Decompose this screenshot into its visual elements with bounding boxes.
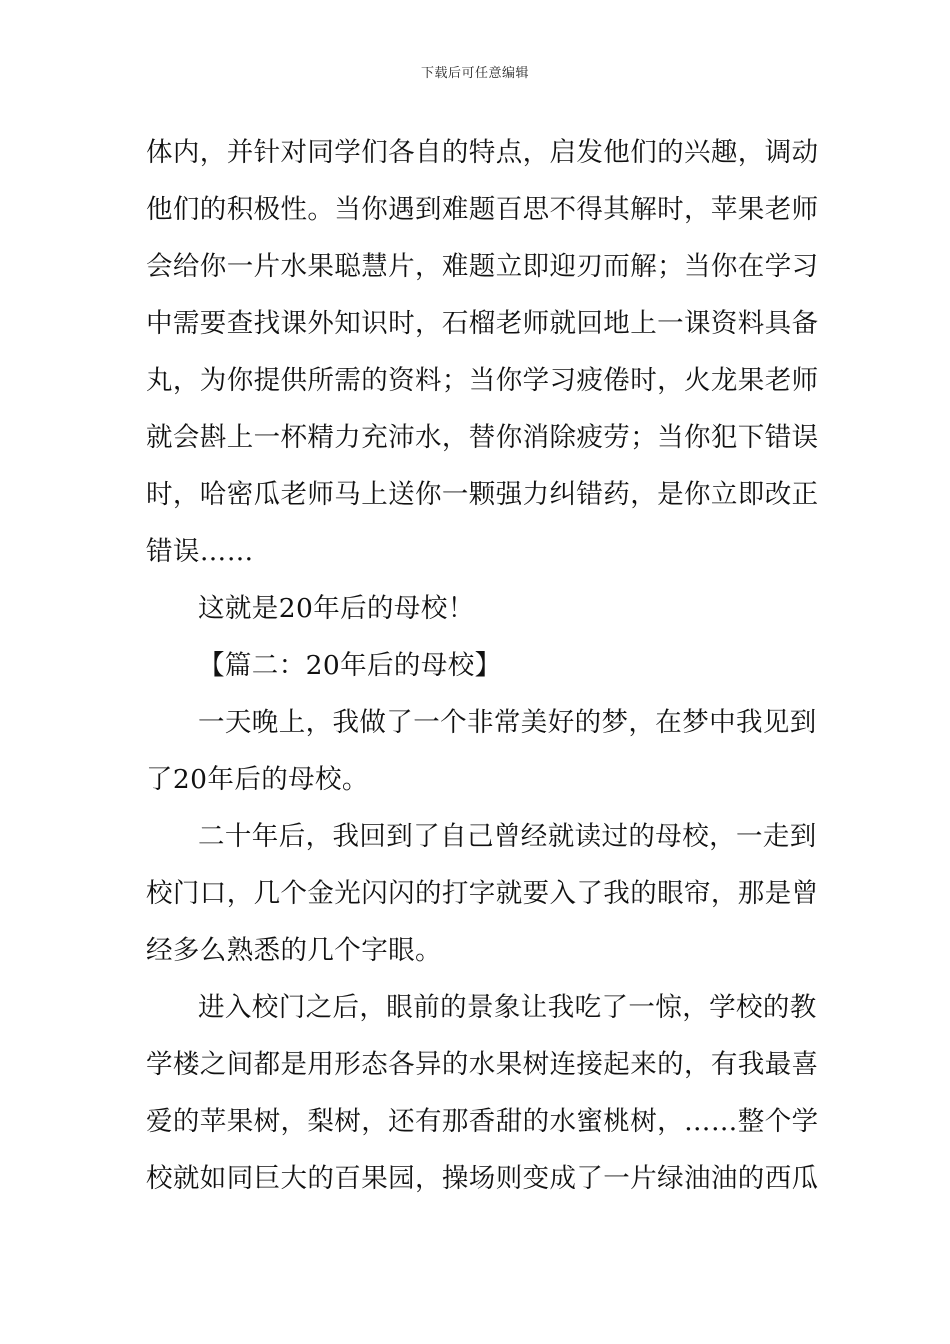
document-body	[146, 124, 826, 1207]
text-line-15: 经多么熟悉的几个字眼。	[146, 935, 442, 966]
text-line-8: 错误……	[146, 536, 254, 567]
section-heading: 【篇二：20年后的母校】	[198, 650, 502, 681]
text-line-19: 校就如同巨大的百果园，操场则变成了一片绿油油的西瓜	[146, 1163, 819, 1194]
text-line-3: 会给你一片水果聪慧片，难题立即迎刃而解；当你在学习	[146, 251, 819, 282]
text-line-11: 一天晚上，我做了一个非常美好的梦，在梦中我见到	[198, 707, 817, 738]
text-line-6: 就会斟上一杯精力充沛水，替你消除疲劳；当你犯下错误	[146, 422, 819, 453]
text-line-4: 中需要查找课外知识时，石榴老师就回地上一课资料具备	[146, 308, 819, 339]
page-header: 下载后可任意编辑	[420, 66, 529, 81]
text-line-17: 学楼之间都是用形态各异的水果树连接起来的，有我最喜	[146, 1049, 819, 1080]
text-line-16: 进入校门之后，眼前的景象让我吃了一惊，学校的教	[198, 992, 817, 1023]
text-line-18: 爱的苹果树，梨树，还有那香甜的水蜜桃树，……整个学	[146, 1106, 819, 1137]
text-line-7: 时，哈密瓜老师马上送你一颗强力纠错药，是你立即改正	[146, 479, 819, 510]
text-line-14: 校门口，几个金光闪闪的打字就要入了我的眼帘，那是曾	[146, 878, 819, 909]
text-line-1: 体内，并针对同学们各自的特点，启发他们的兴趣，调动	[146, 137, 819, 168]
text-line-2: 他们的积极性。当你遇到难题百思不得其解时，苹果老师	[146, 194, 819, 225]
text-line-9: 这就是20年后的母校！	[198, 593, 475, 624]
text-line-12: 了20年后的母校。	[146, 764, 369, 795]
text-line-13: 二十年后，我回到了自己曾经就读过的母校，一走到	[198, 821, 817, 852]
text-line-5: 丸，为你提供所需的资料；当你学习疲倦时，火龙果老师	[146, 365, 819, 396]
